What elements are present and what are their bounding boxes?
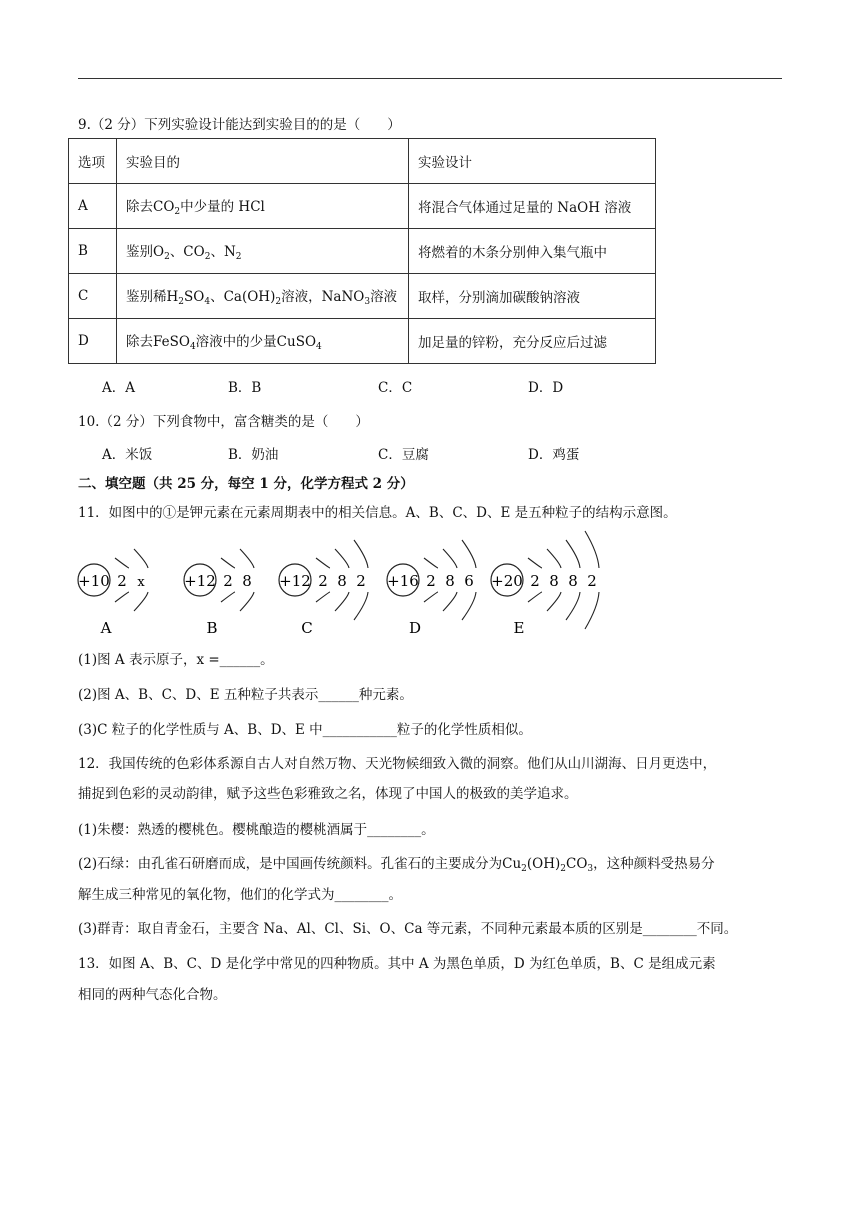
shell-electron-count: 2 xyxy=(223,572,233,590)
shell-electron-count: 8 xyxy=(337,572,347,590)
q9-choice-c: C．C xyxy=(378,380,413,396)
shell-electron-count: 2 xyxy=(426,572,436,590)
shell-arc xyxy=(316,558,330,568)
q9-choice-b: B．B xyxy=(228,380,262,396)
shell-electron-count: 6 xyxy=(464,572,474,590)
q12-line1: 12．我国传统的色彩体系源自古人对自然万物、天光物候细致入微的洞察。他们从山川湖海、日月更迭中， xyxy=(78,756,717,772)
q9-choice-d: D．D xyxy=(528,380,564,396)
table-row xyxy=(69,319,656,364)
q10-choice-d: D．鸡蛋 xyxy=(528,447,580,463)
shell-arc xyxy=(134,549,148,568)
shell-arc xyxy=(443,592,457,611)
shell-arc xyxy=(316,592,330,602)
shell-arc xyxy=(240,549,254,568)
shell-electron-count: 8 xyxy=(445,572,455,590)
row-design: 取样，分别滴加碳酸钠溶液 xyxy=(409,274,656,319)
nucleus-charge: +12 xyxy=(279,572,311,590)
q12-p3: (3)群青：取自青金石，主要含 Na、Al、Cl、Si、O、Ca 等元素，不同种元素最本质的区别是________不同。 xyxy=(78,921,738,937)
shell-electron-count: 2 xyxy=(318,572,328,590)
row-goal: 鉴别$O_2$、$CO_2$、$N_2$ xyxy=(117,229,409,274)
header-goal: 实验目的 xyxy=(117,139,409,184)
atom-label: E xyxy=(513,619,525,637)
shell-electron-count: 2 xyxy=(117,572,127,590)
atom-A xyxy=(78,549,148,637)
atom-label: B xyxy=(206,619,218,637)
shell-arc xyxy=(424,558,438,568)
shell-arc xyxy=(221,592,235,602)
table-row xyxy=(69,139,656,184)
q12-p2: (2)石绿：由孔雀石研磨而成，是中国画传统颜料。孔雀石的主要成分为$Cu_2(OH)_2CO_3$，这种颜料受热易分 xyxy=(78,856,715,874)
shell-arc xyxy=(547,549,561,568)
row-goal: 除去FeSO$_4$溶液中的少量CuSO$_4$ xyxy=(117,319,409,364)
atom-C xyxy=(279,540,368,637)
q10-choice-b: B．奶油 xyxy=(228,447,279,463)
shell-arc xyxy=(566,592,580,620)
shell-electron-count: x xyxy=(137,575,145,590)
nucleus-charge: +16 xyxy=(387,572,419,590)
shell-electron-count: 8 xyxy=(568,572,578,590)
shell-arc xyxy=(115,592,129,602)
q9-stem: 9.（2 分）下列实验设计能达到实验目的的是（ ） xyxy=(78,117,401,133)
shell-arc xyxy=(585,592,599,629)
shell-arc xyxy=(528,592,542,602)
section-title: 二、填空题（共 25 分，每空 1 分，化学方程式 2 分） xyxy=(78,476,414,492)
atom-label: C xyxy=(301,619,313,637)
nucleus-charge: +12 xyxy=(184,572,216,590)
row-design: 加足量的锌粉，充分反应后过滤 xyxy=(409,319,656,364)
shell-arc xyxy=(566,540,580,568)
shell-arc xyxy=(424,592,438,602)
shell-arc xyxy=(354,592,368,620)
nucleus-charge: +20 xyxy=(491,572,523,590)
shell-arc xyxy=(462,540,476,568)
q11-p2: (2)图 A、B、C、D、E 五种粒子共表示______种元素。 xyxy=(78,687,413,703)
row-option: C xyxy=(69,274,117,319)
header-option: 选项 xyxy=(69,139,117,184)
nucleus-charge: +10 xyxy=(78,572,110,590)
q13-line1: 13．如图 A、B、C、D 是化学中常见的四种物质。其中 A 为黑色单质，D 为红色单质，B、C 是组成元素 xyxy=(78,956,716,972)
q11-p1: (1)图 A 表示原子，x =______。 xyxy=(78,652,274,668)
q11-p3: (3)C 粒子的化学性质与 A、B、D、E 中___________粒子的化学性质相似。 xyxy=(78,722,532,738)
q12-p1: (1)朱樱：熟透的樱桃色。樱桃酿造的樱桃酒属于________。 xyxy=(78,822,435,838)
shell-arc xyxy=(585,531,599,568)
atom-label: D xyxy=(408,619,422,637)
q11-stem: 11．如图中的①是钾元素在元素周期表中的相关信息。A、B、C、D、E 是五种粒子的结构示意图。 xyxy=(78,505,677,521)
row-option: A xyxy=(69,184,117,229)
shell-arc xyxy=(335,549,349,568)
shell-electron-count: 2 xyxy=(587,572,597,590)
atom-D xyxy=(387,540,476,637)
header-rule xyxy=(78,78,782,79)
shell-arc xyxy=(443,549,457,568)
row-goal: 除去$CO_2$中少量的 HCl xyxy=(117,184,409,229)
shell-arc xyxy=(462,592,476,620)
row-option: D xyxy=(69,319,117,364)
q9-table xyxy=(68,138,656,364)
q9-choice-a: A．A xyxy=(102,380,135,396)
shell-electron-count: 8 xyxy=(242,572,252,590)
atom-label: A xyxy=(100,619,112,637)
shell-electron-count: 2 xyxy=(356,572,366,590)
q12-line2: 捕捉到色彩的灵动韵律，赋予这些色彩雅致之名，体现了中国人的极致的美学追求。 xyxy=(78,786,578,802)
q10-choice-a: A．米饭 xyxy=(102,447,153,463)
table-row xyxy=(69,184,656,229)
q13-line2: 相同的两种气态化合物。 xyxy=(78,987,227,1003)
q10-choice-c: C．豆腐 xyxy=(378,447,429,463)
atom-B xyxy=(184,549,254,637)
q12-p2-line2: 解生成三种常见的氧化物，他们的化学式为________。 xyxy=(78,887,402,903)
shell-arc xyxy=(240,592,254,611)
table-row xyxy=(69,229,656,274)
shell-arc xyxy=(335,592,349,611)
row-option: B xyxy=(69,229,117,274)
table-row xyxy=(69,274,656,319)
atom-structure-diagram xyxy=(70,528,630,640)
row-design: 将燃着的木条分别伸入集气瓶中 xyxy=(409,229,656,274)
shell-arc xyxy=(547,592,561,611)
shell-arc xyxy=(134,592,148,611)
row-design: 将混合气体通过足量的 NaOH 溶液 xyxy=(409,184,656,229)
header-design: 实验设计 xyxy=(409,139,656,184)
shell-arc xyxy=(354,540,368,568)
shell-electron-count: 8 xyxy=(549,572,559,590)
atom-E xyxy=(491,531,599,637)
shell-arc xyxy=(528,558,542,568)
shell-electron-count: 2 xyxy=(530,572,540,590)
row-goal: 鉴别稀$H_2SO_4$、$Ca(OH)_2$溶液，NaNO$_3$溶液 xyxy=(117,274,409,319)
shell-arc xyxy=(115,558,129,568)
shell-arc xyxy=(221,558,235,568)
q10-stem: 10.（2 分）下列食物中，富含糖类的是（ ） xyxy=(78,414,369,430)
